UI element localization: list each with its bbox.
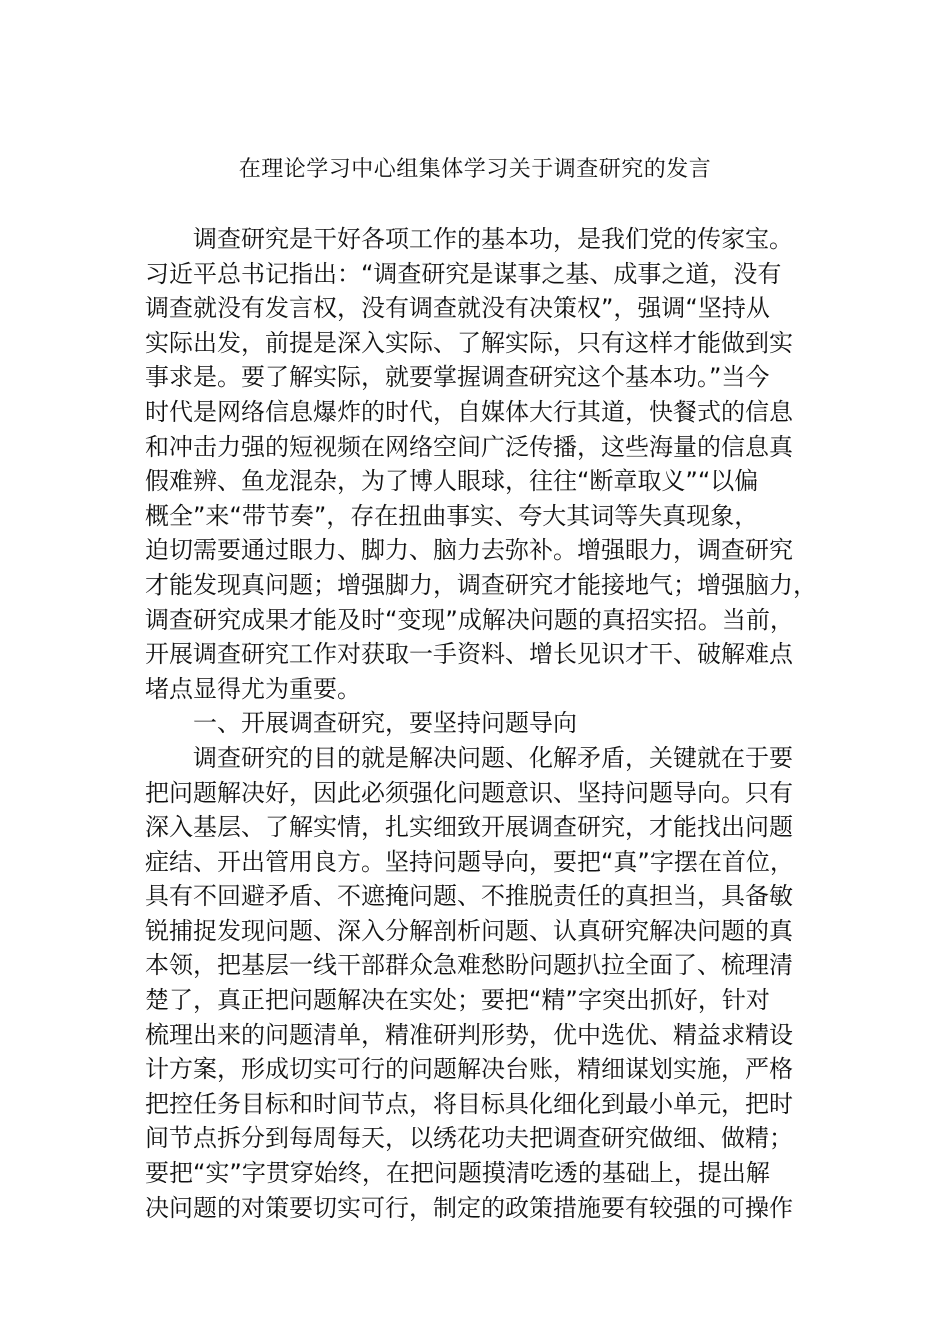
text-line-paragraph-start: 调查研究是干好各项工作的基本功，是我们党的传家宝。 <box>193 225 793 253</box>
text-line: 时代是网络信息爆炸的时代，自媒体大行其道，快餐式的信息 <box>145 397 793 426</box>
text-line: 症结、开出管用良方。坚持问题导向，要把“真”字摆在首位， <box>145 847 794 876</box>
text-line: 迫切需要通过眼力、脚力、脑力去弥补。增强眼力，调查研究 <box>145 536 793 565</box>
text-line: 本领，把基层一线干部群众急难愁盼问题扒拉全面了、梳理清 <box>145 951 793 980</box>
text-line: 调查研究成果才能及时“变现”成解决问题的真招实招。当前， <box>145 605 794 634</box>
text-line: 才能发现真问题；增强脚力，调查研究才能接地气；增强脑力， <box>145 570 817 599</box>
text-line: 决问题的对策要切实可行，制定的政策措施要有较强的可操作 <box>145 1193 793 1222</box>
document-body <box>145 222 825 1225</box>
text-line: 楚了，真正把问题解决在实处；要把“精”字突出抓好，针对 <box>145 986 770 1015</box>
text-line: 梳理出来的问题清单，精准研判形势，优中选优、精益求精设 <box>145 1020 793 1049</box>
text-line-paragraph-start: 调查研究的目的就是解决问题、化解矛盾，关键就在于要 <box>193 743 793 772</box>
text-line: 间节点拆分到每周每天，以绣花功夫把调查研究做细、做精； <box>145 1124 793 1153</box>
document-title: 在理论学习中心组集体学习关于调查研究的发言 <box>238 157 712 182</box>
text-line: 习近平总书记指出：“调查研究是谋事之基、成事之道，没有 <box>145 259 782 288</box>
text-line: 计方案，形成切实可行的问题解决台账，精细谋划实施，严格 <box>145 1055 793 1084</box>
text-line: 和冲击力强的短视频在网络空间广泛传播，这些海量的信息真 <box>145 432 793 461</box>
text-line: 开展调查研究工作对获取一手资料、增长见识才干、破解难点 <box>145 640 793 669</box>
text-line: 锐捕捉发现问题、深入分解剖析问题、认真研究解决问题的真 <box>145 916 793 945</box>
text-line: 调查就没有发言权，没有调查就没有决策权”，强调“坚持从 <box>145 294 770 323</box>
text-line: 具有不回避矛盾、不遮掩问题、不推脱责任的真担当，具备敏 <box>145 882 793 911</box>
text-line: 实际出发，前提是深入实际、了解实际，只有这样才能做到实 <box>145 328 793 357</box>
text-line: 事求是。要了解实际，就要掌握调查研究这个基本功。”当今 <box>145 363 770 392</box>
text-line: 把控任务目标和时间节点，将目标具化细化到最小单元，把时 <box>145 1089 793 1118</box>
text-line: 深入基层、了解实情，扎实细致开展调查研究，才能找出问题 <box>145 813 793 842</box>
text-line: 概全”来“带节奏”，存在扭曲事实、夸大其词等失真现象， <box>145 501 759 530</box>
section-heading: 一、开展调查研究，要坚持问题导向 <box>193 709 577 738</box>
text-line: 堵点显得尤为重要。 <box>145 674 361 703</box>
text-line: 把问题解决好，因此必须强化问题意识、坚持问题导向。只有 <box>145 778 793 807</box>
text-line: 假难辨、鱼龙混杂，为了博人眼球，往往“断章取义”“以偏 <box>145 467 759 496</box>
text-line: 要把“实”字贯穿始终，在把问题摸清吃透的基础上，提出解 <box>145 1159 770 1188</box>
